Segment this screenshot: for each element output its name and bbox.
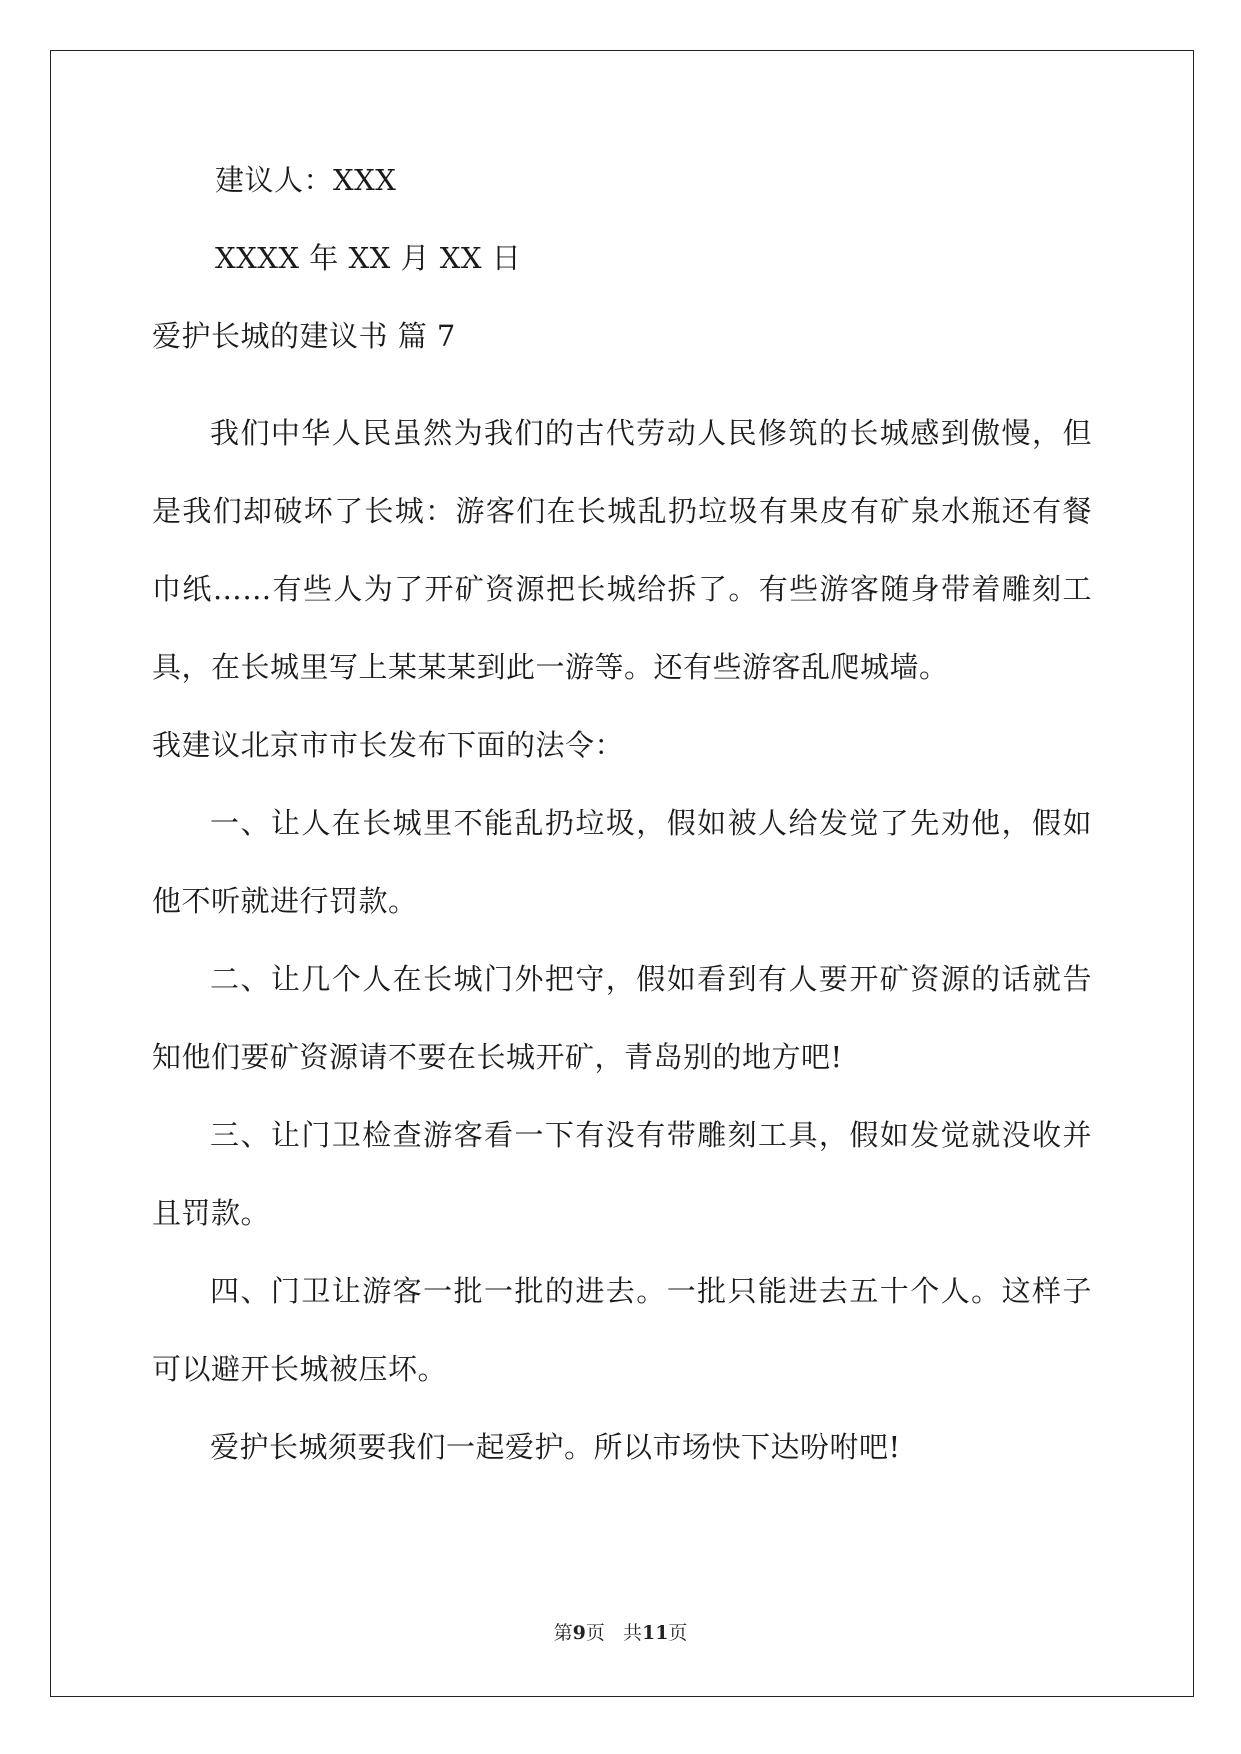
section-title: 爱护长城的建议书 篇 7 [152,319,456,353]
footer-total-suffix: 页 [668,1622,688,1644]
paragraph-item-2: 二、让几个人在长城门外把守，假如看到有人要开矿资源的话就告知他们要矿资源请不要在长城开矿，青岛别的地方吧! [152,962,1092,1074]
paragraph-proposal: 我建议北京市市长发布下面的法令： [152,728,625,762]
footer-total-prefix: 共 [622,1622,642,1644]
paragraph-intro: 我们中华人民虽然为我们的古代劳动人民修筑的长城感到傲慢，但是我们却破坏了长城：游客们在长城乱扔垃圾有果皮有矿泉水瓶还有餐巾纸……有些人为了开矿资源把长城给拆了。有些游客随身带着雕刻工具，在长城里写上某某某到此一游等。还有些游客乱爬城墙。 [152,416,1092,684]
page-footer [0,1618,1241,1645]
document-body [152,160,1092,1486]
footer-prefix: 第 [553,1622,573,1644]
current-page-number: 9 [572,1622,586,1644]
paragraph-item-1: 一、让人在长城里不能乱扔垃圾，假如被人给发觉了先劝他，假如他不听就进行罚款。 [152,806,1092,918]
total-pages-number: 11 [641,1622,669,1644]
paragraph-closing: 爱护长城须要我们一起爱护。所以市场快下达吩咐吧! [210,1430,901,1464]
date-line: XXXX 年 XX 月 XX 日 [215,241,522,275]
footer-page-word: 页 [585,1622,605,1644]
paragraph-item-3: 三、让门卫检查游客看一下有没有带雕刻工具，假如发觉就没收并且罚款。 [152,1118,1092,1230]
paragraph-item-4: 四、门卫让游客一批一批的进去。一批只能进去五十个人。这样子可以避开长城被压坏。 [152,1274,1092,1386]
signer-line: 建议人：XXX [215,163,397,197]
